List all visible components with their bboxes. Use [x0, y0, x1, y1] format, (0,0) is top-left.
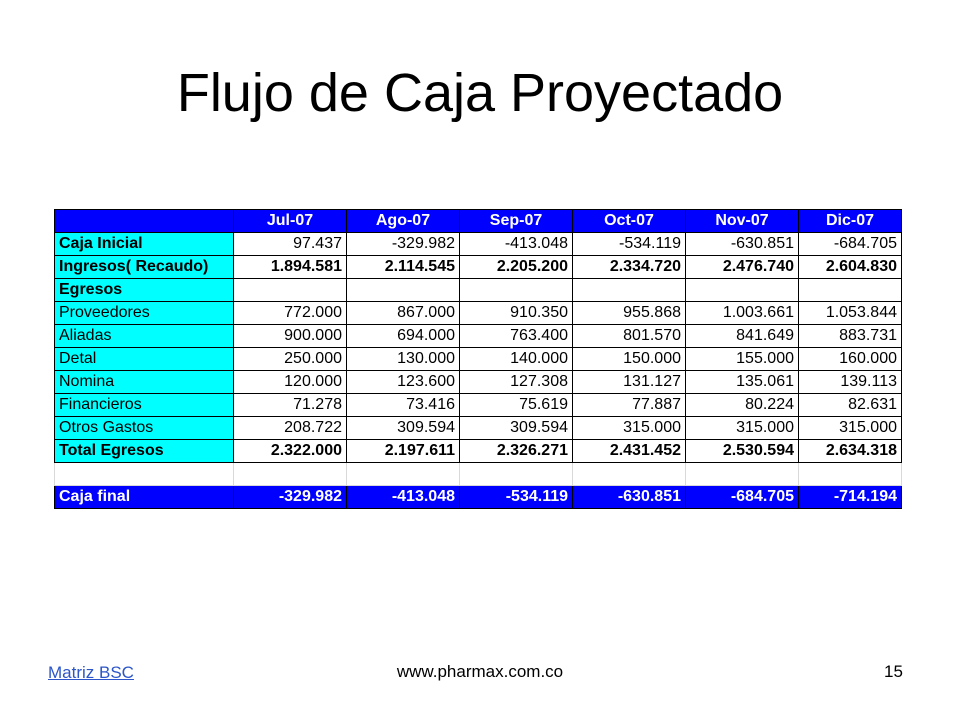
table-cell: -534.119 [460, 486, 573, 509]
table-cell: 208.722 [234, 417, 347, 440]
row-label: Egresos [55, 279, 234, 302]
table-row-aliadas [55, 325, 902, 348]
table-cell: 1.053.844 [799, 302, 902, 325]
table-row-caja-inicial [55, 233, 902, 256]
table-cell [347, 279, 460, 302]
table-row-caja-final [55, 486, 902, 509]
table-cell: 309.594 [460, 417, 573, 440]
table-cell: -413.048 [460, 233, 573, 256]
table-cell: 2.334.720 [573, 256, 686, 279]
table-cell: 315.000 [686, 417, 799, 440]
column-header-sep: Sep-07 [460, 210, 573, 233]
table-cell: 2.476.740 [686, 256, 799, 279]
table-cell: 155.000 [686, 348, 799, 371]
table-cell: 910.350 [460, 302, 573, 325]
table-cell: 139.113 [799, 371, 902, 394]
table-cell: -714.194 [799, 486, 902, 509]
row-label: Proveedores [55, 302, 234, 325]
table-cell: 309.594 [347, 417, 460, 440]
spacer-cell [347, 463, 460, 486]
table-cell: 763.400 [460, 325, 573, 348]
matriz-bsc-link[interactable]: Matriz BSC [48, 663, 134, 682]
table-cell: 900.000 [234, 325, 347, 348]
row-label: Caja final [55, 486, 234, 509]
table-cell: 77.887 [573, 394, 686, 417]
table-cell: 97.437 [234, 233, 347, 256]
table-row-proveedores [55, 302, 902, 325]
cash-flow-table [54, 209, 902, 509]
table-cell: 131.127 [573, 371, 686, 394]
table-row-financieros [55, 394, 902, 417]
table-cell: 2.205.200 [460, 256, 573, 279]
table-cell: 2.604.830 [799, 256, 902, 279]
table-cell: 867.000 [347, 302, 460, 325]
spacer-cell [799, 463, 902, 486]
footer-url: www.pharmax.com.co [396, 662, 564, 681]
row-label: Caja Inicial [55, 233, 234, 256]
table-cell [460, 279, 573, 302]
table-row-nomina [55, 371, 902, 394]
spacer-cell [234, 463, 347, 486]
column-header-oct: Oct-07 [573, 210, 686, 233]
table-cell: 694.000 [347, 325, 460, 348]
row-label: Financieros [55, 394, 234, 417]
table-cell: 123.600 [347, 371, 460, 394]
table-cell: 2.530.594 [686, 440, 799, 463]
row-label: Nomina [55, 371, 234, 394]
table-cell: 71.278 [234, 394, 347, 417]
table-cell: 883.731 [799, 325, 902, 348]
table-row-otros-gastos [55, 417, 902, 440]
table-cell: 127.308 [460, 371, 573, 394]
table-cell: -630.851 [573, 486, 686, 509]
table-cell: 120.000 [234, 371, 347, 394]
table-cell: 2.326.271 [460, 440, 573, 463]
table-cell [573, 279, 686, 302]
table-cell: 75.619 [460, 394, 573, 417]
table-cell: 250.000 [234, 348, 347, 371]
table-cell: 772.000 [234, 302, 347, 325]
table-cell: 130.000 [347, 348, 460, 371]
table-cell [799, 279, 902, 302]
table-cell: 315.000 [573, 417, 686, 440]
table-spacer-row [55, 463, 902, 486]
table-cell: -684.705 [799, 233, 902, 256]
table-cell: -329.982 [234, 486, 347, 509]
spacer-cell [55, 463, 234, 486]
column-header-dic: Dic-07 [799, 210, 902, 233]
column-header-nov: Nov-07 [686, 210, 799, 233]
table-cell: 150.000 [573, 348, 686, 371]
table-cell: 82.631 [799, 394, 902, 417]
row-label: Ingresos( Recaudo) [55, 256, 234, 279]
table-cell: 2.114.545 [347, 256, 460, 279]
slide-title: Flujo de Caja Proyectado [176, 63, 784, 123]
table-cell: 73.416 [347, 394, 460, 417]
header-corner [55, 210, 234, 233]
table-row-detal [55, 348, 902, 371]
row-label: Otros Gastos [55, 417, 234, 440]
table-cell: -329.982 [347, 233, 460, 256]
table-cell: 140.000 [460, 348, 573, 371]
table-cell: 955.868 [573, 302, 686, 325]
table-cell: 2.322.000 [234, 440, 347, 463]
table-cell: 2.634.318 [799, 440, 902, 463]
row-label: Detal [55, 348, 234, 371]
spacer-cell [460, 463, 573, 486]
table-cell: 1.003.661 [686, 302, 799, 325]
column-header-ago: Ago-07 [347, 210, 460, 233]
row-label: Aliadas [55, 325, 234, 348]
table-cell: 801.570 [573, 325, 686, 348]
column-header-jul: Jul-07 [234, 210, 347, 233]
table-cell: 80.224 [686, 394, 799, 417]
table-cell [234, 279, 347, 302]
spacer-cell [686, 463, 799, 486]
table-cell: 841.649 [686, 325, 799, 348]
table-cell: 1.894.581 [234, 256, 347, 279]
table-cell: 2.197.611 [347, 440, 460, 463]
table-cell: 315.000 [799, 417, 902, 440]
table-cell [686, 279, 799, 302]
table-cell: 135.061 [686, 371, 799, 394]
table-cell: 2.431.452 [573, 440, 686, 463]
table-row-egresos [55, 279, 902, 302]
spacer-cell [573, 463, 686, 486]
table-row-total-egresos [55, 440, 902, 463]
table-cell: -630.851 [686, 233, 799, 256]
row-label: Total Egresos [55, 440, 234, 463]
table-cell: -534.119 [573, 233, 686, 256]
table-cell: -413.048 [347, 486, 460, 509]
table-cell: 160.000 [799, 348, 902, 371]
header-row [55, 210, 902, 233]
table-row-ingresos [55, 256, 902, 279]
page-number: 15 [884, 662, 903, 681]
table-cell: -684.705 [686, 486, 799, 509]
